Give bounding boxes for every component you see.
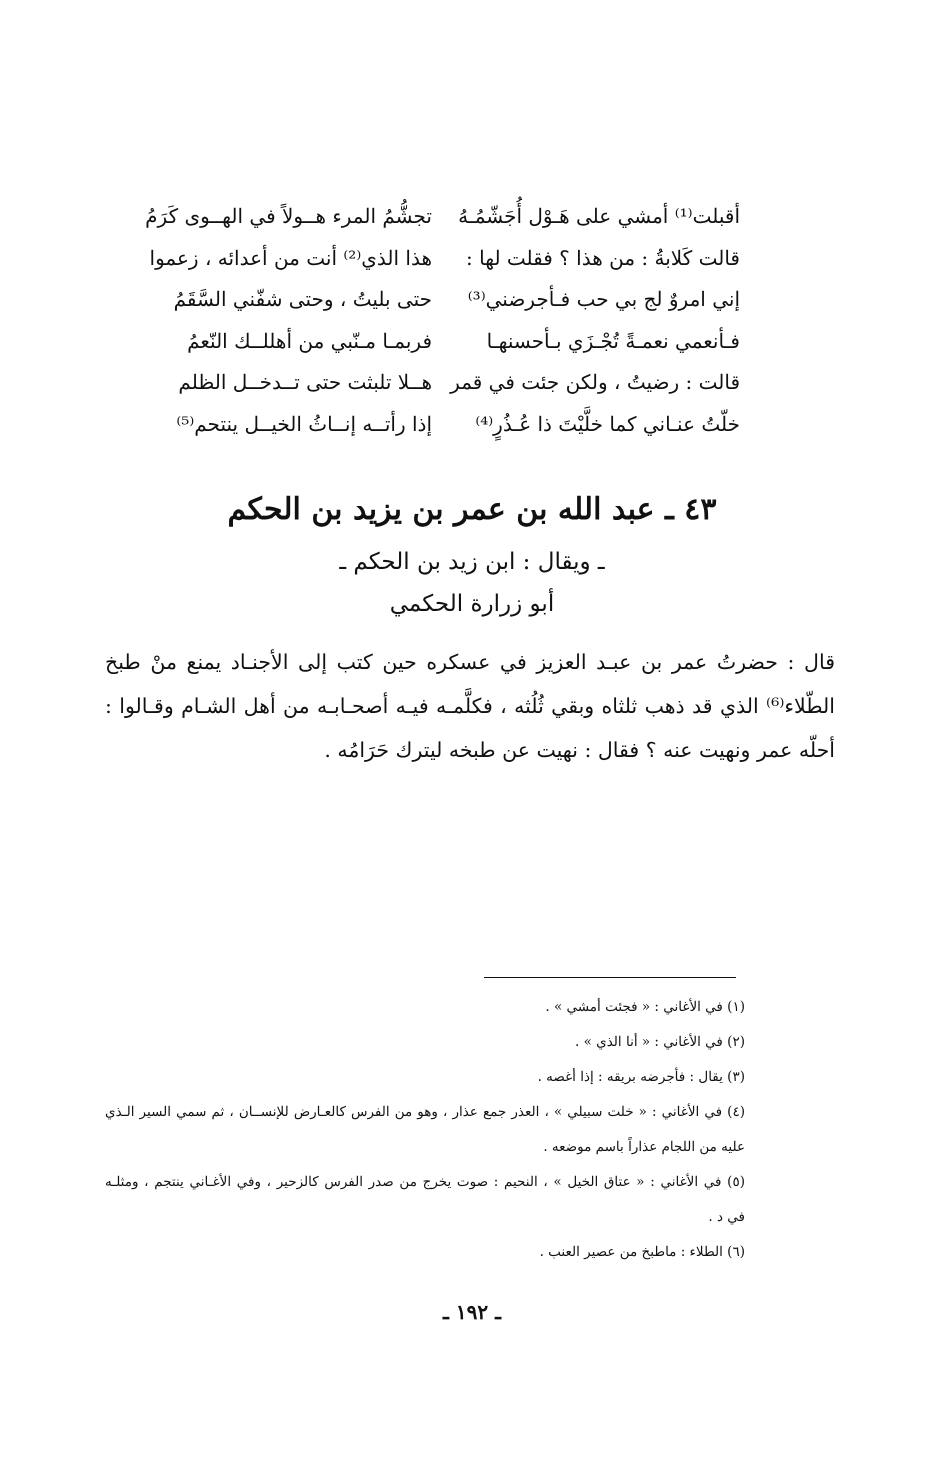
- poem-verse: [150, 321, 740, 363]
- first-hemistich: أقبلت⁽¹⁾ أمشي على هَـوْل أُجَشّمُـهُ: [458, 204, 740, 228]
- body-paragraph: [105, 640, 835, 772]
- footnote: (٦) الطلاء : ماطبخ من عصير العنب .: [539, 1244, 745, 1260]
- poem-verse: [150, 362, 740, 404]
- second-hemistich: فربمـا مـنّبي من أهللــك النّعمُ: [187, 328, 432, 353]
- footnote: (٣) يقال : فأجرضه بريقه : إذا أغصه .: [537, 1069, 745, 1085]
- second-hemistich: إذا رأتــه إنــاثُ الخيــل ينتحم⁽⁵⁾: [176, 411, 432, 436]
- poem-verse: [150, 404, 740, 446]
- poem-verse: [150, 279, 740, 321]
- poem-verse: [150, 238, 740, 280]
- second-hemistich: هذا الذي⁽²⁾ أنت من أعدائه ، زعموا: [149, 245, 432, 270]
- second-hemistich: تجشُّمُ المرء هــولاً في الهــوى كَرَمُ: [145, 204, 432, 228]
- body-line: أحلّه عمر ونهيت عنه ؟ فقال : نهيت عن طبخه ليترك حَرَامُه .: [324, 738, 835, 762]
- second-hemistich: حتى بليتُ ، وحتى شفّني السَّقَمُ: [173, 287, 432, 311]
- second-hemistich: هــلا تلبثت حتى تــدخــل الظلم: [178, 370, 432, 394]
- footnotes: [105, 990, 745, 1270]
- poem-verse: [145, 196, 740, 238]
- body-line: الطّلاء⁽⁶⁾ الذي قد ذهب ثلثاه وبقي ثُلُثه ، فكلَّمـه فيـه أصحـابـه من أهل الشـام وقـالوا :: [105, 694, 835, 718]
- footnote: (١) في الأغاني : « فجئت أمشي » .: [545, 999, 745, 1015]
- first-hemistich: فـأنعمي نعمـةً تُجْـزَي بـأحسنهـا: [486, 328, 740, 353]
- first-hemistich: خلّتُ عنـاني كما خلَّيْتَ ذا عُـذُرٍ⁽⁴⁾: [475, 411, 740, 436]
- page-number: ـ ١٩٢ ـ: [443, 1300, 501, 1324]
- footnote: (٢) في الأغاني : « أنا الذي » .: [575, 1034, 745, 1050]
- first-hemistich: قالت كَلابةُ : من هذا ؟ فقلت لها :: [466, 245, 740, 270]
- footnote: (٤) في الأغاني : « خلت سبيلي » ، العذر جمع عذار ، وهو من الفرس كالعـارض للإنســان ، ثم سمي السير الـذي: [105, 1104, 745, 1120]
- entry-kunya: أبو زرارة الحكمي: [389, 591, 555, 617]
- first-hemistich: قالت : رضيتُ ، ولكن جئت في قمر: [450, 370, 740, 394]
- footnote-continuation: في د .: [708, 1209, 745, 1225]
- first-hemistich: إني امروٌ لج بي حب فـأجرضني⁽³⁾: [467, 287, 740, 311]
- body-line: قال : حضرتُ عمر بن عبـد العزيز في عسكره حين كتب إلى الأجنـاد يمنع منْ طبخ: [105, 650, 835, 674]
- footnote-continuation: عليه من اللجام عذاراً باسم موضعه .: [543, 1139, 745, 1155]
- footnote: (٥) في الأغاني : « عتاق الخيل » ، النحيم : صوت يخرج من صدر الفرس كالزحير ، وفي الأغـاني ينتجم ، ومثلـه: [105, 1174, 745, 1190]
- entry-title: ٤٣ ـ عبد الله بن عمر بن يزيد بن الحكم: [227, 492, 717, 527]
- footnote-separator: [484, 977, 736, 978]
- poem: [145, 196, 740, 445]
- entry-alias: ـ ويقال : ابن زيد بن الحكم ـ: [339, 549, 605, 575]
